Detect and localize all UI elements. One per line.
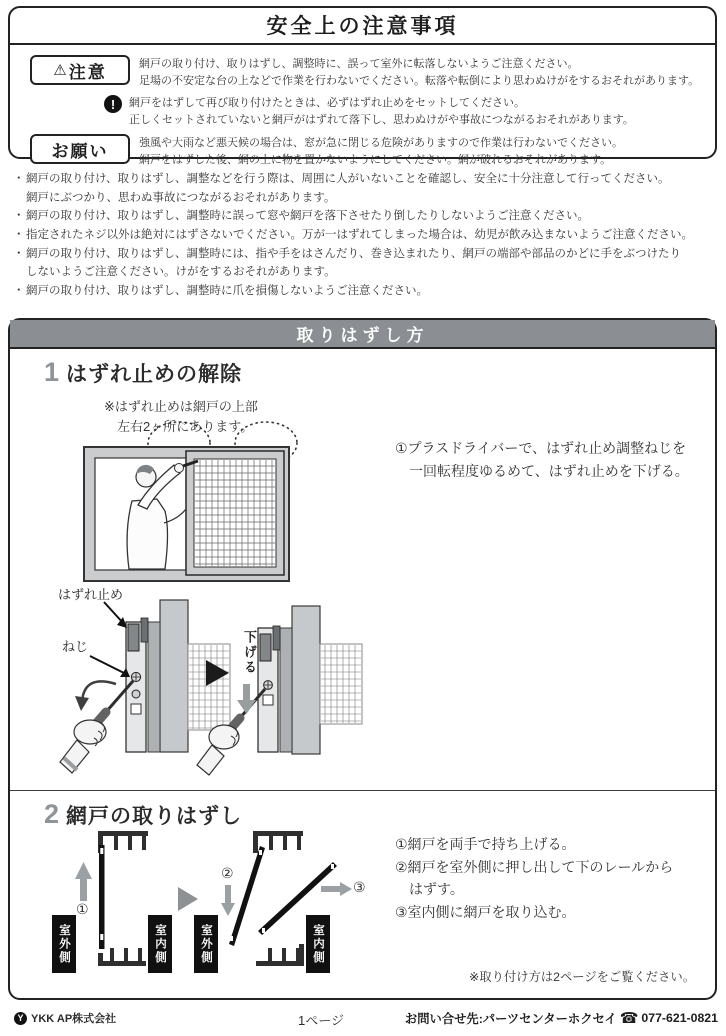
instruction-line: ①網戸を両手で持ち上げる。 <box>395 836 576 852</box>
installation-reference-note: ※取り付け方は2ページをご覧ください。 <box>469 970 695 984</box>
caution-item-line: 網戸の取り付け、取りはずし、調整などを行う際は、周囲に人がいないことを確認し、安全に十分注意して行ってください。 <box>26 173 670 185</box>
caution-item <box>13 226 715 245</box>
general-cautions-list <box>13 170 715 300</box>
safety-title: 安全上の注意事項 <box>10 8 715 45</box>
screen-bar <box>99 845 105 949</box>
indoor-side-label: 室内側 <box>148 915 172 973</box>
bullet-icon: ・ <box>13 228 25 241</box>
important-text <box>129 94 634 129</box>
diagram-tilt-out <box>221 831 352 966</box>
instruction-line: ①プラスドライバーで、はずれ止め調整ねじを <box>395 440 687 456</box>
rails-drawing <box>40 831 400 983</box>
company-name: YKK AP株式会社 <box>31 1013 117 1025</box>
step1-release-stopper <box>10 349 715 790</box>
down-arrow-icon <box>243 684 250 701</box>
caution-row <box>30 55 705 90</box>
caution-item <box>13 207 715 226</box>
screw-pointer-arrow <box>90 656 126 674</box>
diagram-step-3-number: ③ <box>353 879 366 895</box>
step1-instructions <box>395 437 689 482</box>
bullet-icon: ・ <box>13 210 25 223</box>
instruction-line: はずす。 <box>409 881 464 898</box>
caution-item <box>13 170 715 207</box>
instruction-line: ③室内側に網戸を取り込む。 <box>395 904 576 921</box>
stopper-label: はずれ止め <box>58 587 124 602</box>
step1-number: 1 <box>44 357 60 387</box>
stopper-block-lowered <box>260 634 271 661</box>
hand <box>74 720 106 744</box>
company-info <box>14 1010 116 1026</box>
caution-item <box>13 245 715 282</box>
step2-remove-screen <box>10 791 715 994</box>
request-badge-label: お願い <box>51 141 109 161</box>
stopper-block <box>128 624 139 651</box>
stopper-detail-illustration <box>40 582 402 784</box>
window-illustration <box>74 421 314 583</box>
request-row <box>30 134 705 169</box>
instruction-line: ②網戸を室外側に押し出して下のレールから <box>395 858 674 875</box>
caution-text <box>139 55 699 90</box>
removal-instructions-panel <box>8 318 717 1000</box>
top-rail <box>98 831 148 853</box>
request-badge <box>30 134 130 164</box>
request-line: 網戸をはずした後、網の上に物を置かないようにしてください。網が破れるおそれがあります。 <box>139 154 612 167</box>
page-number: 1ページ <box>298 1013 344 1028</box>
caution-badge-label: 注意 <box>68 62 107 82</box>
screen-panel <box>186 451 284 575</box>
safety-body <box>10 45 715 169</box>
ykk-logo-icon: Y <box>14 1012 27 1025</box>
outdoor-side-label: 室外側 <box>194 915 218 973</box>
stopper-block-rear <box>141 618 148 642</box>
stopper-note-line: 左右2ヶ所にあります。 <box>117 418 254 434</box>
important-row <box>30 94 705 129</box>
caution-item-line: しないようご注意ください。けがをするおそれがあります。 <box>26 266 336 279</box>
phone-icon: ☎ <box>619 1010 639 1027</box>
diagram-lift <box>75 831 148 966</box>
stopper-note-line: ※はずれ止めは網戸の上部 <box>104 399 258 414</box>
page-footer <box>0 1008 726 1032</box>
next-step-triangle-icon <box>178 887 198 911</box>
step2-number: 2 <box>44 799 60 829</box>
caution-item-line: 網戸の取り付け、取りはずし、調整時に誤って窓や網戸を落下させたり倒したりしないようご注意ください。 <box>26 210 590 223</box>
step2-title: 網戸の取りはずし <box>66 805 243 828</box>
screw-label: ねじ <box>62 639 89 654</box>
contact-info <box>405 1009 718 1027</box>
caution-item-line: 網戸にぶつかり、思わぬ事故につながるおそれがあります。 <box>26 191 336 204</box>
bullet-icon: ・ <box>13 173 25 185</box>
rail-cross-section-diagram <box>40 831 400 983</box>
caution-badge <box>30 55 130 85</box>
warning-triangle-icon: ⚠ <box>53 62 67 79</box>
up-arrow-icon <box>80 877 87 901</box>
diagram-step-2-number: ② <box>221 865 234 881</box>
caution-item-line: 指定されたネジ以外は絶対にはずさないでください。万が一はずれてしまった場合は、幼児が飲み込まないようご注意ください。 <box>26 228 693 241</box>
request-line: 強風や大雨など悪天候の場合は、窓が急に閉じる危険がありますので作業は行わないでください。 <box>139 137 623 150</box>
indoor-side-label: 室内側 <box>306 915 330 973</box>
caution-line: 網戸の取り付け、取りはずし、調整時に、誤って室外に転落しないようご注意ください。 <box>139 58 579 70</box>
lower-label: 下げる <box>242 630 257 675</box>
bottom-rail <box>98 948 146 966</box>
contact-text: お問い合せ先:パーツセンターホクセイ <box>404 1012 617 1026</box>
caution-item <box>13 282 715 301</box>
stopper-detail-drawing <box>40 582 402 784</box>
bullet-icon: ・ <box>13 284 25 297</box>
bullet-icon: ・ <box>13 247 25 260</box>
caution-item-line: 網戸の取り付け、取りはずし、調整時に爪を損傷しないようご注意ください。 <box>26 284 429 297</box>
step1-heading <box>44 357 242 388</box>
safety-notice-panel <box>8 6 717 167</box>
important-line: 網戸をはずして再び取り付けたときは、必ずはずれ止めをセットしてください。 <box>129 97 525 110</box>
down-arrow-icon <box>225 885 231 905</box>
diagram-step-1-number: ① <box>76 901 89 917</box>
exclamation-icon: ! <box>104 95 122 113</box>
right-arrow-icon <box>321 886 340 892</box>
removal-header: 取りはずし方 <box>10 320 715 349</box>
step1-title: はずれ止めの解除 <box>66 363 243 386</box>
caution-item-line: 網戸の取り付け、取りはずし、調整時には、指や手をはさんだり、巻き込まれたり、網戸の端部や部品のかどに手をぶつけたり <box>26 247 682 260</box>
bottom-rail <box>256 944 304 966</box>
step2-heading <box>44 799 242 830</box>
caution-line: 足場の不安定な台の上などで作業を行わないでください。転落や転倒により思わぬけがをするおそれがあります。 <box>139 75 700 88</box>
frame-before <box>60 600 230 773</box>
step2-instructions <box>395 833 673 924</box>
phone-number: 077-621-0821 <box>641 1011 718 1025</box>
instruction-line: 一回転程度ゆるめて、はずれ止めを下げる。 <box>409 462 689 479</box>
outdoor-side-label: 室外側 <box>52 915 76 973</box>
important-line: 正しくセットされていないと網戸がはずれて落下し、思わぬけがや事故につながるおそれがあります。 <box>129 114 634 127</box>
request-text <box>139 134 623 169</box>
